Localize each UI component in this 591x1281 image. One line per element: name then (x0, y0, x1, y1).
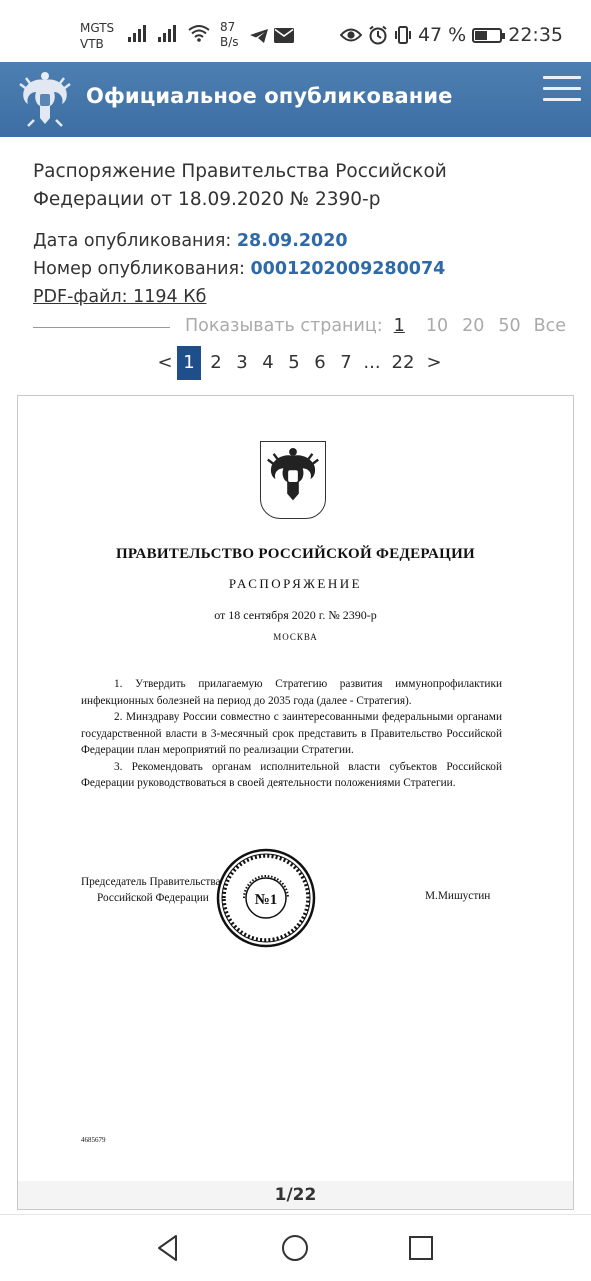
page-button-2[interactable]: 2 (210, 352, 222, 373)
scan-body (81, 676, 502, 792)
signer-title (81, 874, 221, 906)
page-button-6[interactable]: 6 (314, 352, 326, 373)
page-button-22[interactable]: 22 (391, 352, 415, 373)
publication-date-row (33, 231, 348, 251)
status-bar (0, 0, 591, 62)
menu-button[interactable] (543, 76, 581, 106)
pages-per-view (185, 316, 566, 336)
scan-city: МОСКВА (273, 632, 318, 642)
signal-icon (128, 24, 146, 42)
pages-option-20[interactable]: 20 (462, 316, 485, 336)
official-seal (216, 848, 316, 948)
system-nav-bar (0, 1214, 591, 1281)
carrier-1: MGTS (80, 21, 115, 35)
pdf-row (33, 287, 206, 307)
signer-title-line-2: Российской Федерации (97, 892, 209, 904)
clock: 22:35 (508, 24, 563, 46)
scan-doc-code: 4685679 (81, 1136, 106, 1144)
site-header (0, 62, 591, 137)
seal-number: №1 (254, 892, 278, 908)
scan-government: ПРАВИТЕЛЬСТВО РОССИЙСКОЙ ФЕДЕРАЦИИ (115, 546, 476, 562)
hamburger-icon (543, 76, 581, 79)
scan-emblem (260, 441, 326, 519)
speed-unit: B/s (220, 35, 239, 49)
publication-date-value: 28.09.2020 (236, 231, 348, 251)
next-page-button[interactable]: > (426, 352, 442, 373)
scan-date-line: от 18 сентября 2020 г. № 2390-р (214, 608, 377, 622)
prev-page-button[interactable]: < (157, 352, 173, 373)
scan-paragraph-1: 1. Утвердить прилагаемую Стратегию развития иммунопрофилактики инфекционных болезней на период до 2035 года (далее - Стратегия). (81, 678, 502, 707)
document-title: Распоряжение Правительства Российской Федерации от 18.09.2020 № 2390-р (33, 161, 447, 210)
speed-value: 87 (220, 20, 236, 34)
mail-icon (274, 28, 294, 43)
page-button-4[interactable]: 4 (262, 352, 274, 373)
scan-paragraph-3: 3. Рекомендовать органам исполнительной власти субъектов Российской Федерации руководствоваться в своей деятельности положениями Стратегии. (81, 760, 502, 789)
publication-number-row (33, 259, 445, 279)
signer-name: М.Мишустин (425, 890, 491, 902)
document-viewer[interactable] (17, 395, 574, 1210)
pagination-ellipsis: ... (363, 352, 381, 373)
header-title: Официальное опубликование (86, 84, 453, 108)
pdf-download-link[interactable]: PDF-файл: 1194 Кб (33, 287, 207, 307)
signal-group (128, 24, 210, 42)
home-icon[interactable] (280, 1233, 310, 1263)
pages-option-1[interactable]: 1 (393, 316, 405, 336)
recents-icon[interactable] (406, 1233, 436, 1263)
pages-per-view-label: Показывать страниц: (185, 316, 383, 336)
carrier-2: VTB (80, 37, 104, 51)
signer-title-line-1: Председатель Правительства (81, 876, 221, 888)
signal-icon (158, 24, 176, 42)
status-right (340, 24, 563, 46)
page-button-7[interactable]: 7 (340, 352, 352, 373)
scan-paragraph-2: 2. Минздраву России совместно с заинтересованными федеральными органами государственной власти в 3-месячный срок представить в Правительство Российской Федерации план мероприятий по реализации Стратегии. (81, 711, 502, 756)
double-headed-eagle-icon (261, 442, 325, 518)
russian-emblem-logo[interactable] (18, 70, 72, 128)
publication-number-value: 0001202009280074 (250, 259, 446, 279)
pages-option-all[interactable]: Все (533, 316, 567, 336)
scan-doc-type: РАСПОРЯЖЕНИЕ (228, 576, 363, 591)
pages-option-10[interactable]: 10 (425, 316, 449, 336)
battery-icon (472, 28, 502, 43)
network-speed (220, 20, 239, 50)
pagination (155, 346, 447, 380)
publication-date-label: Дата опубликования: (33, 231, 237, 251)
page-button-1[interactable]: 1 (177, 346, 201, 380)
page-counter: 1/22 (18, 1181, 573, 1209)
document-page (18, 396, 573, 1181)
pages-option-50[interactable]: 50 (498, 316, 521, 336)
publication-number-label: Номер опубликования: (33, 259, 251, 279)
page-button-5[interactable]: 5 (288, 352, 300, 373)
alarm-icon (368, 25, 388, 45)
eye-icon (340, 27, 362, 43)
vibrate-icon (394, 25, 412, 45)
telegram-icon (249, 28, 269, 44)
wifi-icon (188, 24, 210, 42)
battery-percent: 47 % (417, 24, 467, 46)
carrier-labels (80, 20, 114, 52)
divider (33, 327, 170, 328)
back-icon[interactable] (154, 1233, 184, 1263)
page-button-3[interactable]: 3 (236, 352, 248, 373)
battery-fill (475, 31, 486, 40)
